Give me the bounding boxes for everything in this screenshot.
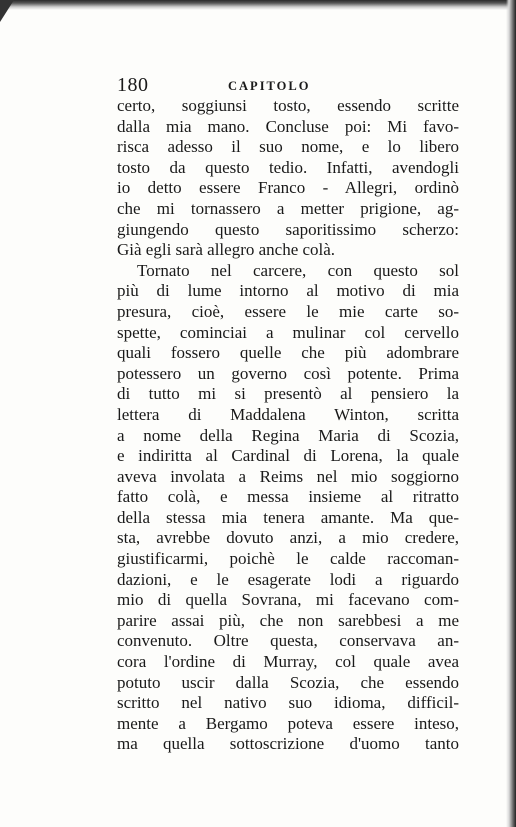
page-corner-fold <box>0 0 14 22</box>
paragraph-2 <box>117 261 459 755</box>
text-line: io detto essere Franco - Allegri, ordinò <box>117 178 459 198</box>
text-line: spette, cominciai a mulinar col cervello <box>117 322 459 342</box>
text-line: mio di quella Sovrana, mi facevano com- <box>117 590 459 610</box>
text-line: dalla mia mano. Concluse poi: Mi favo- <box>117 116 459 136</box>
text-line: convenuto. Oltre questa, conservava an- <box>117 631 459 651</box>
text-line: parire assai più, che non sarebbesi a me <box>117 610 459 630</box>
page-right-edge-shadow <box>506 0 516 827</box>
text-line: sta, avrebbe dovuto anzi, a mio credere, <box>117 528 459 548</box>
text-line: Tornato nel carcere, con questo sol <box>137 260 459 280</box>
text-line: che mi tornassero a metter prigione, ag- <box>117 198 459 218</box>
text-line: risca adesso il suo nome, e lo libero <box>117 137 459 157</box>
page-top-edge-shadow <box>0 0 516 10</box>
paragraph-1 <box>117 96 459 261</box>
text-line: giungendo questo saporitissimo scherzo: <box>117 219 459 239</box>
text-line: della stessa mia tenera amante. Ma que- <box>117 507 459 527</box>
text-line: giustificarmi, poichè le calde raccoman- <box>117 549 459 569</box>
text-line: quali fossero quelle che più adombrare <box>117 343 459 363</box>
text-line: fatto colà, e messa insieme al ritratto <box>117 487 459 507</box>
body-text <box>117 96 459 755</box>
text-line: aveva involata a Reims nel mio soggiorno <box>117 466 459 486</box>
text-line: potuto uscir dalla Scozia, che essendo <box>117 672 459 692</box>
text-line: presura, cioè, essere le mie carte so- <box>117 301 459 321</box>
text-line: scritto nel nativo suo idioma, difficil- <box>117 693 459 713</box>
running-head: CAPITOLO <box>228 79 311 93</box>
text-line: mente a Bergamo poteva essere inteso, <box>117 713 459 733</box>
page-number: 180 <box>117 74 149 96</box>
page-header <box>117 74 457 98</box>
text-line: certo, soggiunsi tosto, essendo scritte <box>117 96 459 115</box>
text-line: di tutto mi si presentò al pensiero la <box>117 384 459 404</box>
text-line: potessero un governo così potente. Prima <box>117 363 459 383</box>
text-line: cora l'ordine di Murray, col quale avea <box>117 652 459 672</box>
text-line: a nome della Regina Maria di Scozia, <box>117 425 459 445</box>
text-line: lettera di Maddalena Winton, scritta <box>117 404 459 424</box>
text-line: e indiritta al Cardinal di Lorena, la quale <box>117 446 459 466</box>
text-line: tosto da questo tedio. Infatti, avendogli <box>117 157 459 177</box>
text-line: più di lume intorno al motivo di mia <box>117 281 459 301</box>
text-line: ma quella sottoscrizione d'uomo tanto <box>117 734 459 754</box>
text-line: Già egli sarà allegro anche colà. <box>117 240 336 260</box>
text-line: dazioni, e le esagerate lodi a riguardo <box>117 569 459 589</box>
